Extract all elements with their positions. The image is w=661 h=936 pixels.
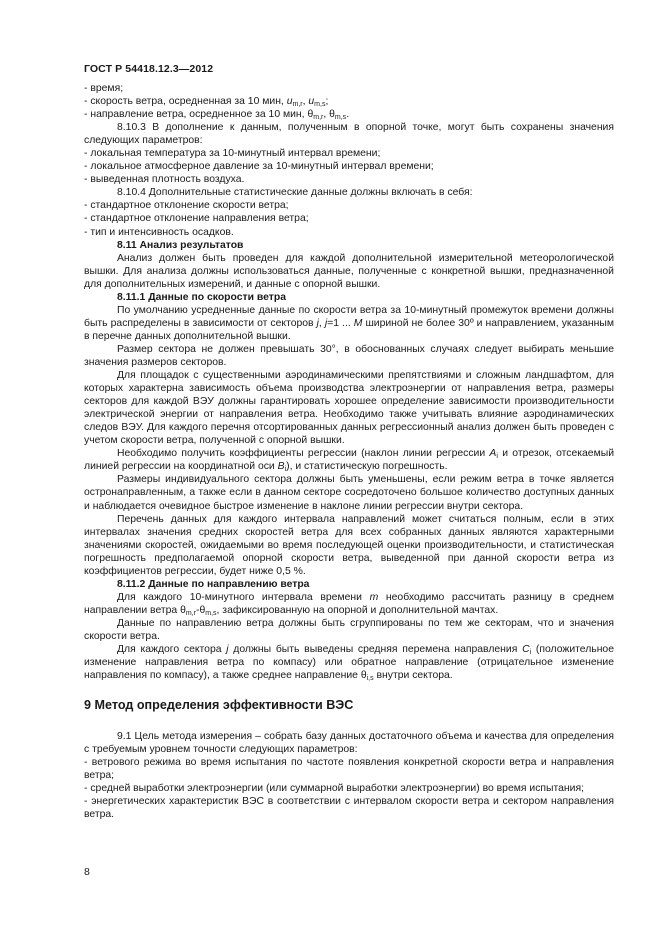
page-number: 8 xyxy=(84,866,90,878)
paragraph: Размер сектора не должен превышать 30°, в обоснованных случаях следует выбирать меньшие значения размеров секторов. xyxy=(84,343,614,368)
paragraph: По умолчанию усредненные данные по скорости ветра за 10-минутный промежуток времени должны быть распределены в зависимости от секторов j, j=1 ... M шириной не более 30º и направлением, указанным в перечне данных дополнительной вышки. xyxy=(84,304,614,342)
list-item: - локальная температура за 10-минутный интервал времени; xyxy=(84,148,381,160)
subscript: m,r xyxy=(292,101,303,109)
subscript: i xyxy=(284,466,287,474)
subscript: i xyxy=(529,649,532,657)
math-variable: j xyxy=(316,317,319,329)
math-variable: j xyxy=(226,644,229,656)
paragraph: Анализ должен быть проведен для каждой дополнительной измерительной метеорологической вышки. Для анализа должны использоваться данные, полученные с конкретной вышки, предназначенной для дополнительных измерений, и данные с опорной вышки. xyxy=(84,252,614,290)
list-item: - тип и интенсивность осадков. xyxy=(84,226,234,238)
paragraph: Размеры индивидуального сектора должны быть уменьшены, если режим ветра в точке является остронаправленным, а также если в данном секторе сосредоточено большое количество доступных данных и наблюдается очевидное быстрое изменение в наклоне линии регрессии внутри сектора. xyxy=(84,474,614,512)
math-variable: A xyxy=(489,448,497,460)
paragraph: Для каждого сектора j должны быть выведены средняя перемена направления $C_i$ (положительное изменение направления ветра по компасу) или обратное направление (отрицательное изменение направления по компасу), а также среднее направление $\theta_{i,s}$ внутри сектора. xyxy=(84,644,614,683)
subscript: m,r xyxy=(185,609,196,617)
paragraph: Данные по направлению ветра должны быть сгруппированы по тем же секторам, что и значения скорости ветра. xyxy=(84,617,614,642)
subsection-heading: 8.11.2 Данные по направлению ветра xyxy=(117,578,310,590)
math-variable: u xyxy=(286,96,293,108)
subscript: i xyxy=(496,453,498,461)
document-body xyxy=(84,82,614,822)
math-variable: M xyxy=(353,317,363,329)
document-header: ГОСТ Р 54418.12.3—2012 xyxy=(84,63,214,75)
math-variable: B xyxy=(277,461,285,473)
math-variable: C xyxy=(522,644,530,656)
list-item: - скорость ветра, осредненная за 10 мин, $u_{m,r}$, $u_{m,s}$; xyxy=(84,96,329,109)
subsection-heading: 8.11.1 Данные по скорости ветра xyxy=(117,291,286,303)
list-item: - энергетических характеристик ВЭС в соответствии с интервалом скорости ветра и сектором направления ветра. xyxy=(84,796,614,821)
subscript: m,s xyxy=(205,609,217,617)
list-item: - время; xyxy=(84,83,124,94)
paragraph: Перечень данных для каждого интервала направлений может считаться полным, если в этих интервалах значения средних скоростей ветра для всех собранных данных являются характерными значениями скоростей, ожидаемыми во время последующей оценки производительности, и статистическая погрешность предполагаемой опорной скорости ветра, выведенной при данной скорости ветра из коэффициентов регрессии, будет ниже 0,5 %. xyxy=(84,513,614,577)
paragraph: Необходимо получить коэффициенты регрессии (наклон линии регрессии $A_i$ и отрезок, отсекаемый линией регрессии на координатной оси $B_i$), и статистическую погрешность. xyxy=(84,448,614,474)
list-item: - направление ветра, осредненное за 10 мин, $\theta_{m,r}$, $\theta_{m,s}$. xyxy=(84,109,350,122)
paragraph: Для площадок с существенными аэродинамическими препятствиями и сложным ландшафтом, для которых характерна зависимость объема производства электроэнергии от направления ветра, размеры секторов для каждой ВЭУ должны гарантировать хорошее определение зависимости производительности электрической энергии от направления ветра. Необходимо также учитывать влияние аэродинамических следов ВЭУ. Для каждого перечня отсортированных данных регрессионный анализ должен быть проведен с учетом скорости ветра, полученной с опорной вышки. xyxy=(84,370,614,447)
paragraph: Для каждого 10-минутного интервала времени m необходимо рассчитать разницу в среднем направлении ветра $\theta_{m,r}-\theta_{m,s}$, зафиксированную на опорной и дополнительной мачтах. xyxy=(84,591,614,617)
paragraph: 8.10.3 В дополнение к данным, полученным в опорной точке, могут быть сохранены значения следующих параметров: xyxy=(84,122,614,147)
subscript: i,s xyxy=(366,675,374,683)
subscript: m,s xyxy=(334,114,347,122)
math-variable: u xyxy=(308,96,315,108)
paragraph: 9.1 Цель метода измерения – собрать базу данных достаточного объема и качества для определения с требуемым уровнем точности следующих параметров: xyxy=(84,731,614,756)
subscript: m,s xyxy=(314,101,326,109)
list-item: - ветрового режима во время испытания по частоте появления конкретной скорости ветра и направления ветра; xyxy=(84,757,614,782)
list-item: - стандартное отклонение направления ветра; xyxy=(84,213,309,225)
subscript: m,r xyxy=(313,114,324,122)
list-item: - средней выработки электроэнергии (или суммарной выработки электроэнергии) во время испытания; xyxy=(84,783,584,795)
section-heading: 9 Метод определения эффективности ВЭС xyxy=(84,698,354,713)
paragraph: 8.10.4 Дополнительные статистические данные должны включать в себя: xyxy=(117,187,473,199)
math-variable: m xyxy=(369,591,379,603)
math-variable: j xyxy=(324,317,328,329)
list-item: - стандартное отклонение скорости ветра; xyxy=(84,200,289,212)
subsection-heading: 8.11 Анализ результатов xyxy=(117,239,244,251)
list-item: - локальное атмосферное давление за 10-минутный интервал времени; xyxy=(84,161,434,173)
list-item: - выведенная плотность воздуха. xyxy=(84,174,245,186)
